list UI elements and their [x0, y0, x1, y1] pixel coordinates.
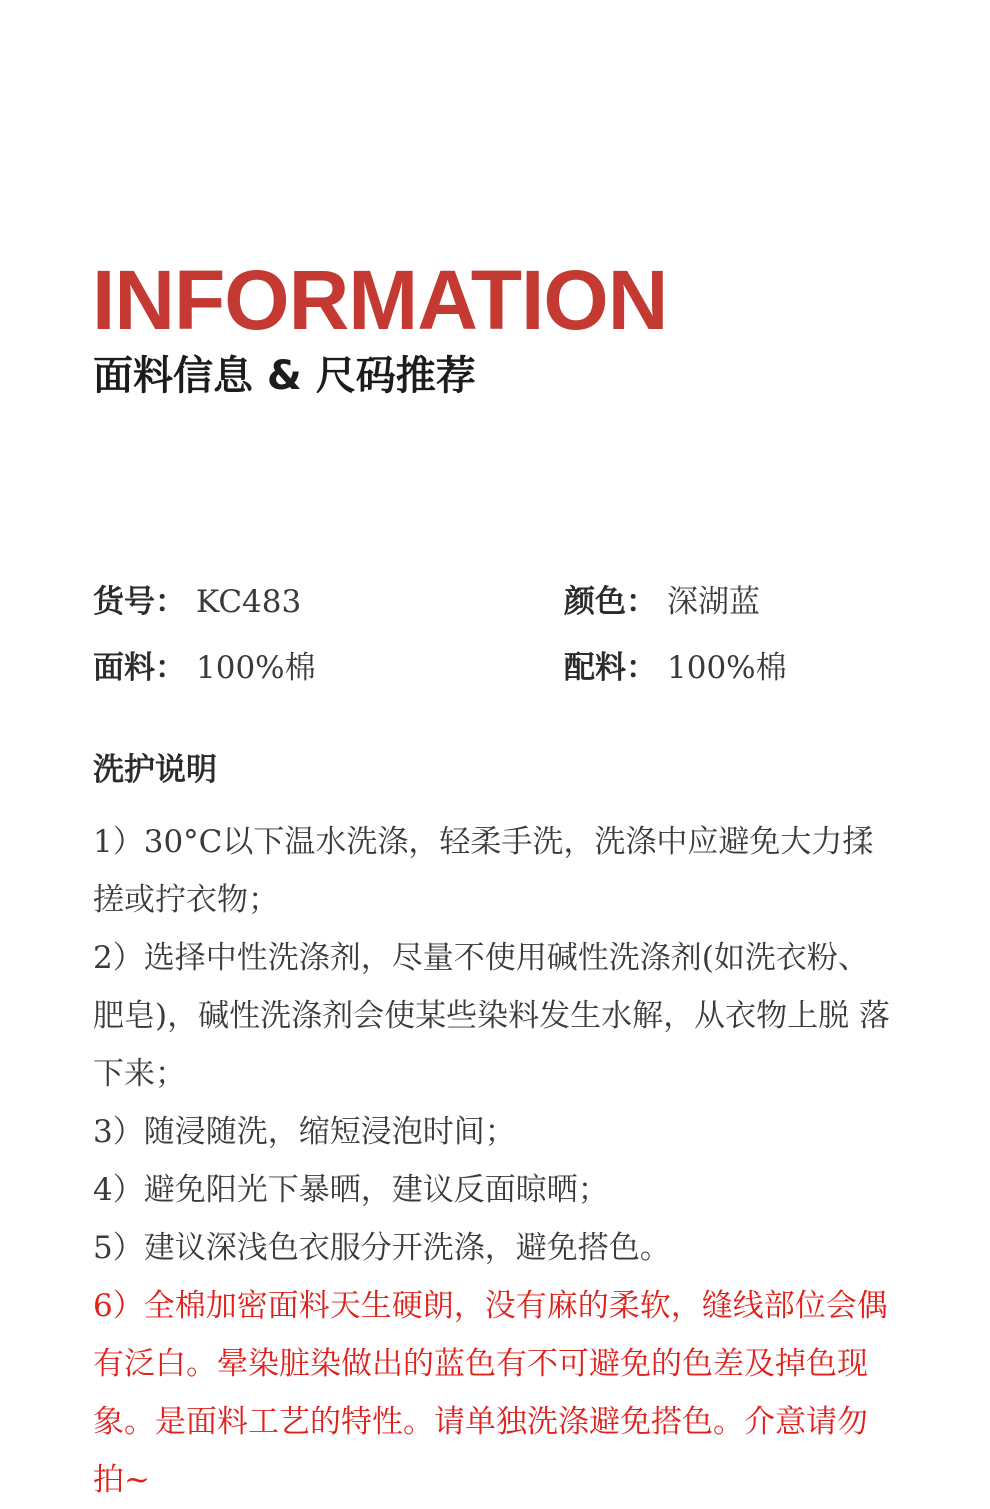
spec-separator: ：: [155, 650, 186, 686]
product-spec-table: [93, 569, 893, 701]
spec-item-fabric: [93, 648, 564, 688]
care-item: 2）选择中性洗涤剂，尽量不使用碱性洗涤剂(如洗衣粉、 肥皂)，碱性洗涤剂会使某些染料发生水解，从衣物上脱 落下来；: [93, 940, 890, 1092]
care-item: 1）30°C以下温水洗涤，轻柔手洗，洗涤中应避免大力揉搓或拧衣物；: [93, 824, 874, 918]
section-subtitle: 面料信息 & 尺码推荐: [93, 353, 476, 399]
spec-value: 100%棉: [196, 650, 316, 686]
care-item-warning: 6）全棉加密面料天生硬朗，没有麻的柔软，缝线部位会偶有泛白。晕染脏染做出的蓝色有不可避免的色差及掉色现象。是面料工艺的特性。请单独洗涤避免搭色。介意请勿拍~: [93, 1288, 888, 1498]
spec-label: 货号: [93, 584, 155, 620]
spec-separator: ：: [626, 650, 657, 686]
spec-value: 深湖蓝: [667, 584, 760, 620]
spec-item-sku: [93, 582, 564, 622]
care-instructions-list: [93, 813, 893, 1509]
care-item: 3）随浸随洗，缩短浸泡时间；: [93, 1114, 516, 1150]
spec-item-lining: [564, 648, 787, 688]
spec-separator: ：: [626, 584, 657, 620]
spec-item-color: [564, 582, 760, 622]
spec-row: [93, 635, 893, 701]
care-item: 4）避免阳光下暴晒，建议反面晾晒；: [93, 1172, 609, 1208]
spec-label: 面料: [93, 650, 155, 686]
information-title: INFORMATION: [92, 253, 668, 347]
spec-value: 100%棉: [667, 650, 787, 686]
spec-label: 颜色: [564, 584, 626, 620]
spec-row: [93, 569, 893, 635]
spec-separator: ：: [155, 584, 186, 620]
spec-value: KC483: [196, 584, 302, 620]
care-instructions-title: 洗护说明: [93, 752, 217, 788]
spec-label: 配料: [564, 650, 626, 686]
care-item: 5）建议深浅色衣服分开洗涤，避免搭色。: [93, 1230, 671, 1266]
